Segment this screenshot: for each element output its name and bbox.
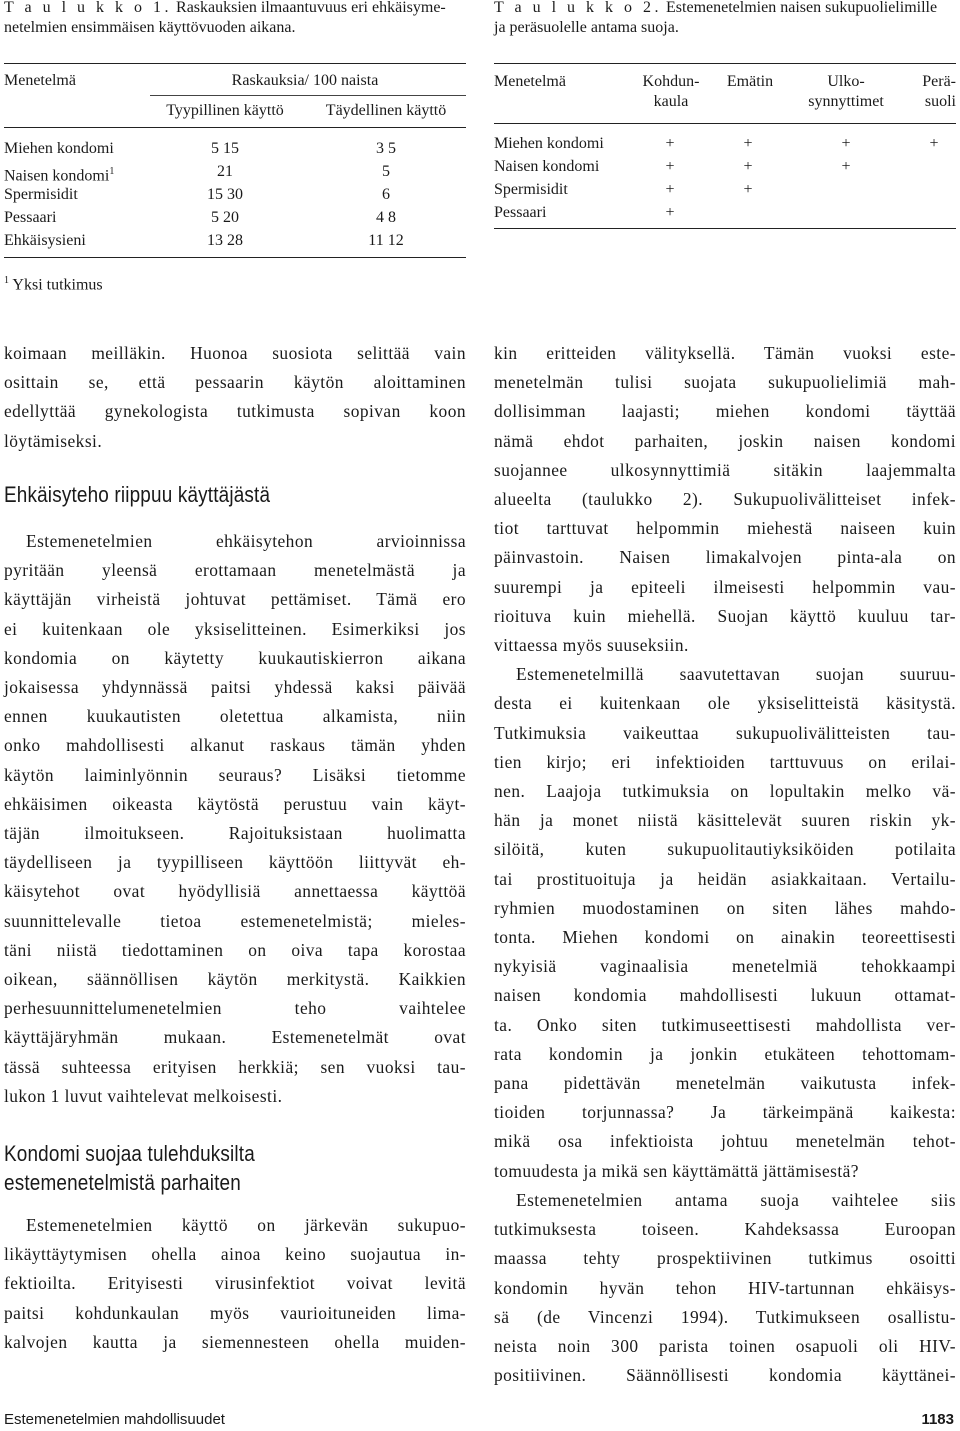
table2-vagina-mark: +	[743, 181, 753, 198]
table1-method: Miehen kondomi	[4, 140, 114, 157]
table1-caption-line1: Raskauksien ilmaantuvuus eri ehkäisyme-	[176, 0, 446, 16]
table2-cervix-mark: +	[665, 204, 675, 221]
running-footer-title: Estemenetelmien mahdollisuudet	[4, 1411, 225, 1428]
page-number: 1183	[921, 1411, 954, 1428]
left-paragraph-3: Estemenetelmien käyttö on järkevän sukupuo- likäyttäytymisen ohella ainoa keino suojautua in- fektioilta. Erityisesti virusinfektiot voivat levitä paitsi kohdunkaulan myös vaurioituneiden lima- kalvojen kautta ja siemennesteen ohella muiden-	[4, 1215, 466, 1352]
section-heading: Ehkäisyteho riippuu käyttäjästä	[4, 481, 271, 507]
table1-method: Pessaari	[4, 209, 57, 226]
table2-rectum-mark: +	[929, 135, 939, 152]
table2-method: Miehen kondomi	[494, 135, 604, 152]
right-paragraph-3: Estemenetelmien antama suoja vaihtelee siis tutkimuksesta toiseen. Kahdeksassa Euroopan maassa tehty prospektiivinen tutkimus osoitti kondomin hyvän tehon HIV-tartunnan ehkäisys- sä (de Vincenzi 1994). Tutkimukseen osallistu- neista noin 300 parista toinen osapuoli oli HIV- positiivinen. Säännöllisesti kondomia käyttänei-	[494, 1189, 956, 1386]
table2-vagina-mark: +	[743, 135, 753, 152]
table1-caption-line2: netelmien ensimmäisen käyttövuoden aikana.	[4, 19, 296, 36]
table1-caption	[4, 0, 464, 38]
table1-header-rule	[4, 127, 466, 128]
table1-typical-value: 5 20	[211, 209, 239, 226]
left-paragraph-1: koimaan meilläkin. Huonoa suosiota selittää vain osittain se, että pessaarin käytön aloittaminen edellyttää gynekologista tutkimusta sopivan koon löytämiseksi.	[4, 343, 466, 451]
table2-caption	[494, 0, 956, 38]
table2-header-external: Ulko- synnyttimet	[808, 73, 884, 110]
table2-external-mark: +	[841, 158, 851, 175]
table1-perfect-value: 5	[382, 163, 390, 180]
table1-perfect-value: 6	[382, 186, 390, 203]
table2-method: Spermisidit	[494, 181, 568, 198]
table1-typical-value: 21	[217, 163, 233, 180]
table1-method: Spermisidit	[4, 186, 78, 203]
table2-top-rule	[494, 63, 956, 64]
footnote-marker: 1	[4, 275, 9, 286]
table1-typical-value: 5 15	[211, 140, 239, 157]
table2-header-cervix: Kohdun- kaula	[642, 73, 700, 110]
table1-perfect-value: 3 5	[376, 140, 396, 157]
table1-label: T a u l u k k o 1.	[4, 0, 173, 16]
table2-method: Naisen kondomi	[494, 158, 600, 175]
left-paragraph-2: Estemenetelmien ehkäisytehon arvioinnissa pyritään yleensä erottamaan menetelmästä ja käyttäjän virheistä johtuvat pettämiset. Tämä ero ei kuitenkaan ole yksiselitteinen. Esimerkiksi jos kondomia on käytetty kuukautiskierron aikana jokaisessa yhdynnässä paitsi yhdessä kaksi päivää ennen kuukautisten oletettua alkamista, niin onko mahdollisesti alkanut raskaus tämän yhden käytön laiminlyönnin seuraus? Lisäksi tietomme ehkäisimen oikeasta käytöstä perustuu vain käyt- täjän ilmoitukseen. Rajoituksistaan huolimatta täydelliseen ja tyypilliseen käyttöön liittyvät eh- käisytehot ovat hyödyllisiä annettaessa käyttöä suunnittelevalle tietoa estemenetelmistä; mieles- täni niistä tiedottaminen on oiva tapa korostaa oikean, säännöllisen käytön merkitystä. Kaikkien perhesuunnittelumenetelmien teho vaihtelee käyttäjäryhmän mukaan. Estemenetelmät ovat tässä suhteessa erityisen herkkiä; sen vuoksi tau- lukon 1 luvut vaihtelevat melkoisesti.	[4, 531, 466, 1106]
table2-caption-line1: Estemenetelmien naisen sukupuolielimille	[666, 0, 938, 16]
table2-header-method: Menetelmä	[494, 73, 566, 90]
table1-perfect-value: 4 8	[376, 209, 396, 226]
section-heading: Kondomi suojaa tulehduksilta estemenetelmistä parhaiten	[4, 1141, 255, 1196]
table1-group-rule	[150, 95, 466, 96]
table2-cervix-mark: +	[665, 181, 675, 198]
table2-header-rectum: Perä- suoli	[922, 73, 956, 110]
table2-vagina-mark: +	[743, 158, 753, 175]
table2-cervix-mark: +	[665, 135, 675, 152]
right-paragraph-1: kin eritteiden välityksellä. Tämän vuoksi este- menetelmän tulisi suojata sukupuolielimiä mah- dollisimman laajasti; miehen kondomi täyttää nämä ehdot parhaiten, joskin naisen kondomi suojannee ulkosynnyttimiä sitäkin laajemmalta alueelta (taulukko 2). Sukupuolivälitteiset infek- tiot tarttuvat helpommin miehestä naiseen kuin päinvastoin. Naisen limakalvojen pinta-ala on suurempi ja epiteeli ilmeisesti helpommin vau- rioituva kuin miehellä. Suojan käyttö kuuluu tar- vittaessa myös suuseksiin.	[494, 343, 956, 656]
table1-top-rule	[4, 63, 466, 64]
table1-typical-value: 15 30	[207, 186, 243, 203]
table1-bottom-rule	[4, 257, 466, 258]
table2-header-vagina: Emätin	[726, 73, 774, 90]
table1-method: Ehkäisysieni	[4, 232, 86, 249]
table1-header-typical: Tyypillinen käyttö	[166, 102, 284, 119]
table1-header-group: Raskauksia/ 100 naista	[231, 72, 379, 89]
table1-header-method: Menetelmä	[4, 72, 76, 89]
table2-external-mark: +	[841, 135, 851, 152]
table2-caption-line2: ja peräsuolelle antama suoja.	[494, 19, 679, 36]
table2-cervix-mark: +	[665, 158, 675, 175]
table2-bottom-rule	[494, 228, 956, 229]
table1-header-perfect: Täydellinen käyttö	[325, 102, 447, 119]
table1-typical-value: 13 28	[207, 232, 243, 249]
table1-perfect-value: 11 12	[368, 232, 404, 249]
table2-label: T a u l u k k o 2.	[494, 0, 663, 16]
right-column	[494, 339, 956, 1390]
table2-method: Pessaari	[494, 204, 547, 221]
table1-footnote: $^1$ Yksi tutkimus	[4, 275, 103, 294]
table1-method: Naisen kondomi$^1$	[4, 166, 115, 185]
left-column	[4, 339, 466, 1357]
footnote-marker: 1	[109, 166, 115, 177]
right-paragraph-2: Estemenetelmillä saavutettavan suojan suuruu- desta ei kuitenkaan ole yksiselitteistä käsitystä. Tutkimuksia vaikeuttaa sukupuolivälitteisten tau- tien kirjo; eri infektioiden tarttuvuus on erilai- nen. Laajoja tutkimuksia on lopultakin melko vä- hän ja monet niistä käsittelevät suuren riskin yk- silöitä, kuten sukupuolitautiyksiköiden potilaita tai prostituoituja ja heidän asiakkaitaan. Vertailu- ryhmien muodostaminen on siten lähes mahdo- tonta. Miehen kondomi on ainakin teoreettisesti nykyisiä vaginaalisia menetelmiä tehokkaampi naisen kondomia mahdollisesti lukuun ottamat- ta. Onko siten tutkimuseettisesti mahdollista ver- rata kondomin ja jonkin etukäteen tehottomam- pana pidettävän menetelmän vaikutusta infek- tioiden torjunnassa? Ja tärkeimpänä kaikesta: mikä osa infektioista johtuu menetelmän tehot- tomuudesta ja mikä sen käyttämättä jättämisestä?	[494, 664, 956, 1181]
table2-header-rule	[494, 123, 956, 124]
